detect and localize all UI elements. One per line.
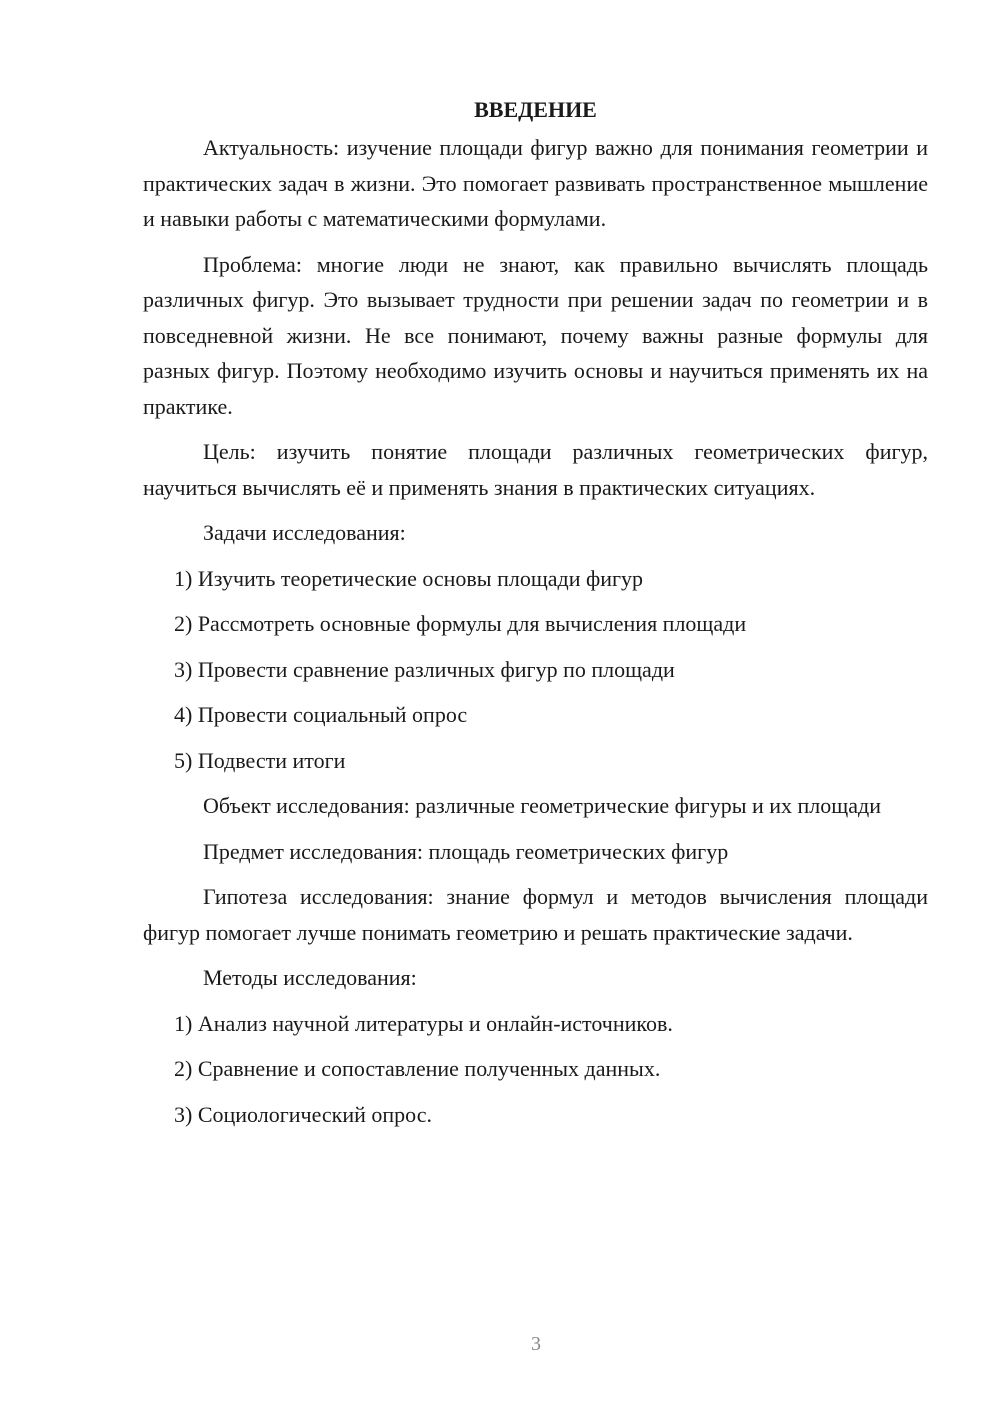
- section-title: ВВЕДЕНИЕ: [474, 97, 597, 122]
- list-item: 2) Сравнение и сопоставление полученных данных.: [174, 1056, 661, 1081]
- list-item: 3) Социологический опрос.: [174, 1101, 432, 1127]
- list-item: 3) Провести сравнение различных фигур по площади: [174, 656, 675, 682]
- subject-paragraph: Предмет исследования: площадь геометрических фигур: [203, 838, 729, 864]
- list-item: 1) Анализ научной литературы и онлайн-источников.: [174, 1010, 673, 1036]
- problem-paragraph: Проблема: многие люди не знают, как правильно вычислять площадь различных фигур. Это вызывает трудности при решении задач по геометрии и в повседневной жизни. Не все понимают, почему важны разные формулы для разных фигур. Поэтому необходимо изучить основы и научиться применять их на практике.: [143, 251, 928, 419]
- hypothesis-paragraph: Гипотеза исследования: знание формул и методов вычисления площади фигур помогает лучше понимать геометрию и решать практические задачи.: [143, 884, 928, 945]
- document-page: [143, 92, 928, 1142]
- list-item: 5) Подвести итоги: [174, 747, 346, 773]
- list-item: 4) Провести социальный опрос: [174, 702, 468, 727]
- tasks-list: [143, 561, 928, 779]
- page-number: 3: [531, 1333, 541, 1355]
- list-item: 2) Рассмотреть основные формулы для вычисления площади: [174, 611, 747, 636]
- list-item: 1) Изучить теоретические основы площади фигур: [174, 565, 644, 591]
- tasks-heading: Задачи исследования:: [203, 520, 406, 545]
- methods-list: [143, 1006, 928, 1133]
- object-paragraph: Объект исследования: различные геометрические фигуры и их площади: [203, 793, 881, 818]
- relevance-paragraph: Актуальность: изучение площади фигур важно для понимания геометрии и практических задач в жизни. Это помогает развивать пространственное мышление и навыки работы с математическими формулами.: [143, 135, 928, 231]
- methods-heading: Методы исследования:: [203, 965, 417, 990]
- goal-paragraph: Цель: изучить понятие площади различных геометрических фигур, научиться вычислять её и применять знания в практических ситуациях.: [143, 439, 928, 500]
